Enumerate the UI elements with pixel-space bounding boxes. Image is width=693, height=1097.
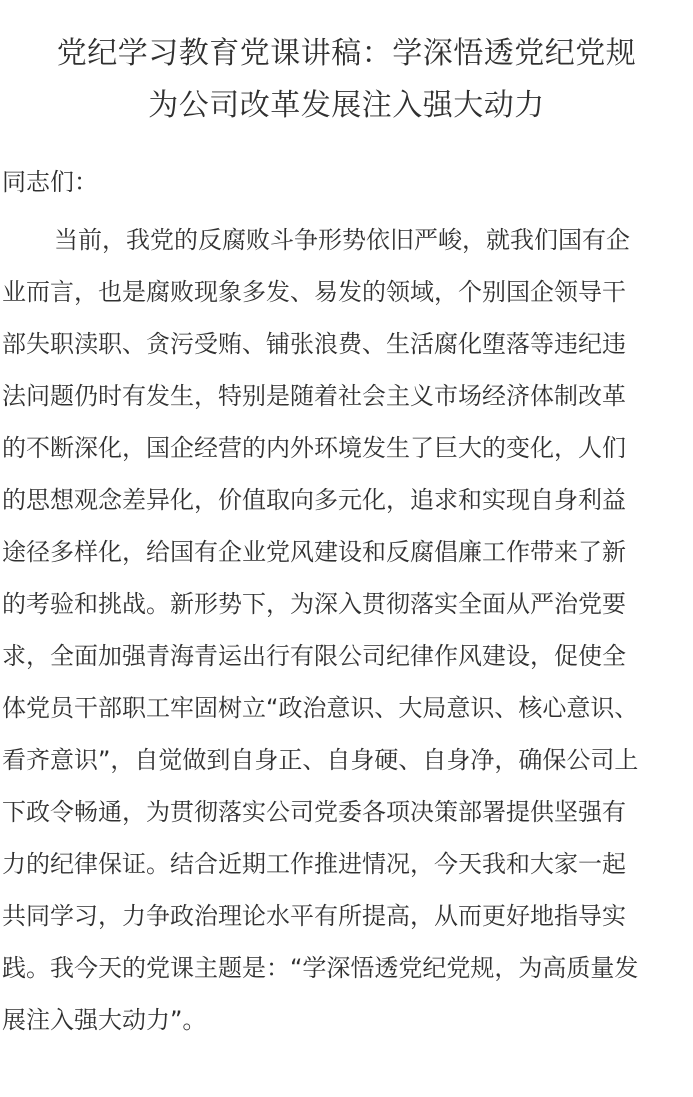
paragraph-line: 当前，我党的反腐败斗争形势依旧严峻，就我们国有企	[54, 226, 630, 254]
paragraph-line: 下政令畅通，为贯彻落实公司党委各项决策部署提供坚强有	[2, 798, 626, 826]
paragraph-line: 力的纪律保证。结合近期工作推进情况，今天我和大家一起	[2, 850, 626, 878]
paragraph-line: 的思想观念差异化，价值取向多元化，追求和实现自身利益	[2, 486, 626, 514]
paragraph-line: 途径多样化，给国有企业党风建设和反腐倡廉工作带来了新	[2, 538, 626, 566]
paragraph-line: 看齐意识”，自觉做到自身正、自身硬、自身净，确保公司上	[2, 746, 639, 774]
paragraph-line: 求，全面加强青海青运出行有限公司纪律作风建设，促使全	[2, 642, 626, 670]
paragraph-line: 部失职渎职、贪污受贿、铺张浪费、生活腐化堕落等违纪违	[2, 330, 626, 358]
salutation: 同志们：	[2, 168, 98, 196]
title-line-2: 为公司改革发展注入强大动力	[148, 88, 545, 123]
paragraph-line: 展注入强大动力”。	[2, 1006, 207, 1034]
title-line-1: 党纪学习教育党课讲稿：学深悟透党纪党规	[56, 36, 637, 71]
paragraph-line: 业而言，也是腐败现象多发、易发的领域，个别国企领导干	[2, 278, 626, 306]
document-title	[0, 28, 693, 132]
paragraph-line: 法问题仍时有发生，特别是随着社会主义市场经济体制改革	[2, 382, 626, 410]
paragraph-line: 共同学习，力争政治理论水平有所提高，从而更好地指导实	[2, 902, 626, 930]
paragraph-line: 的不断深化，国企经营的内外环境发生了巨大的变化，人们	[2, 434, 626, 462]
body-paragraph	[2, 214, 693, 1046]
paragraph-line: 体党员干部职工牢固树立“政治意识、大局意识、核心意识、	[2, 694, 639, 722]
paragraph-line: 的考验和挑战。新形势下，为深入贯彻落实全面从严治党要	[2, 590, 626, 618]
paragraph-line: 践。我今天的党课主题是：“学深悟透党纪党规，为高质量发	[2, 954, 639, 982]
